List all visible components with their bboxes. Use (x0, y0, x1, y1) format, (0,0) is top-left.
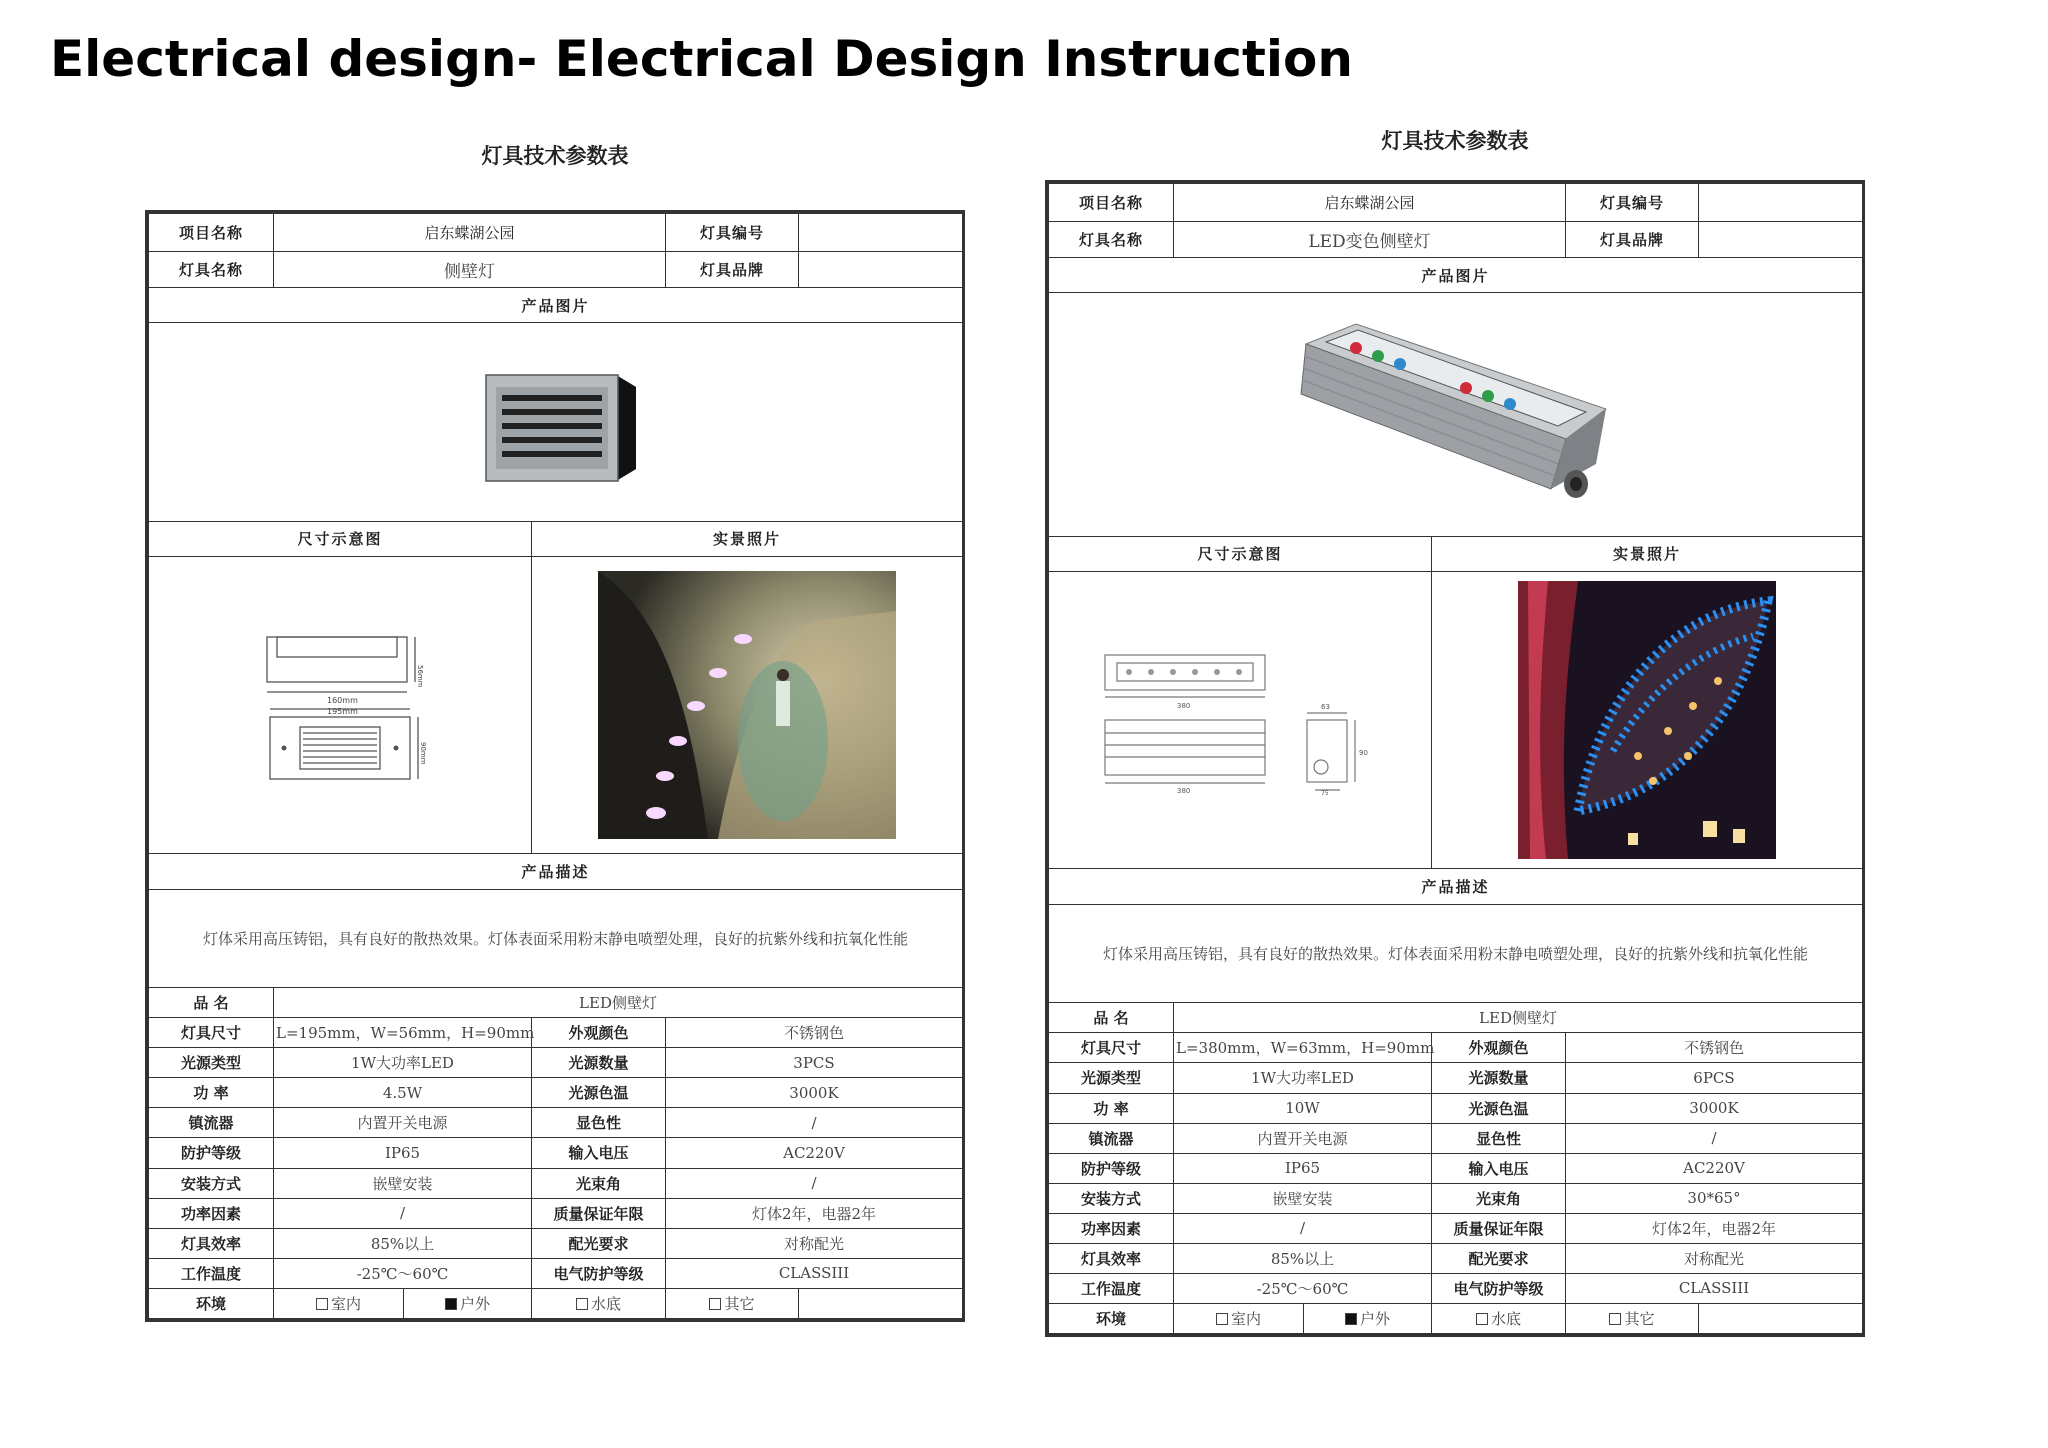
checkbox-icon[interactable] (1609, 1313, 1621, 1325)
spec-value: / (666, 1168, 963, 1198)
environment-label: 环境 (149, 1288, 274, 1318)
brand-value (1699, 222, 1863, 258)
product-image (149, 323, 963, 522)
env-option-other[interactable] (666, 1288, 799, 1318)
description-text: 灯体采用高压铸铝，具有良好的散热效果。灯体表面采用粉末静电喷塑处理，良好的抗紫外线和抗氧化性能 (1049, 905, 1863, 1003)
spec-label: 光源类型 (1049, 1063, 1174, 1093)
env-option-outdoor[interactable] (1304, 1303, 1432, 1333)
spec-label: 功率因素 (1049, 1213, 1174, 1243)
dimension-label: 尺寸示意图 (1049, 536, 1432, 571)
brand-label: 灯具品牌 (666, 252, 799, 288)
spec-value: 嵌壁安装 (1174, 1183, 1432, 1213)
env-option-label: 其它 (724, 1294, 755, 1313)
spec-value: CLASSIII (1566, 1273, 1863, 1303)
dim-height: 90 (1359, 748, 1368, 757)
spec-sheet-left (145, 140, 965, 1325)
spec-label: 配光要求 (532, 1228, 666, 1258)
env-option-label: 户外 (1359, 1309, 1390, 1328)
spec-table (148, 213, 963, 1319)
spec-value: AC220V (666, 1138, 963, 1168)
product-image-label: 产品图片 (149, 288, 963, 323)
spec-label: 功率因素 (149, 1198, 274, 1228)
spec-value: 嵌壁安装 (274, 1168, 532, 1198)
spec-row (1049, 1063, 1863, 1093)
product-value: LED侧壁灯 (1174, 1003, 1863, 1033)
spec-label: 光源数量 (1432, 1063, 1566, 1093)
environment-row (149, 1288, 963, 1318)
spec-value: 85%以上 (274, 1228, 532, 1258)
env-option-indoor[interactable] (274, 1288, 404, 1318)
spec-value: L=195mm，W=56mm，H=90mm (274, 1018, 532, 1048)
brand-label: 灯具品牌 (1566, 222, 1699, 258)
spec-label: 防护等级 (149, 1138, 274, 1168)
environment-row (1049, 1303, 1863, 1333)
spec-row (149, 1078, 963, 1108)
site-photo (532, 556, 963, 853)
spec-table-frame (1045, 180, 1865, 1337)
checkbox-icon[interactable] (316, 1298, 328, 1310)
product-value: LED侧壁灯 (274, 988, 963, 1018)
brand-value (799, 252, 963, 288)
spec-value: CLASSIII (666, 1258, 963, 1288)
fixture-name-value: LED变色侧壁灯 (1174, 222, 1566, 258)
spec-label: 电气防护等级 (532, 1258, 666, 1288)
stair-night-photo-icon (598, 571, 896, 839)
checkbox-checked-icon[interactable] (1345, 1313, 1357, 1325)
spec-value: 灯体2年，电器2年 (666, 1198, 963, 1228)
project-name-label: 项目名称 (1049, 184, 1174, 222)
checkbox-icon[interactable] (1216, 1313, 1228, 1325)
spec-value: 内置开关电源 (1174, 1123, 1432, 1153)
spec-row (1049, 1033, 1863, 1063)
spec-value: IP65 (1174, 1153, 1432, 1183)
dim-length-inner: 160mm (327, 696, 358, 706)
spec-table-frame (145, 210, 965, 1322)
dim-base: 75 (1321, 789, 1329, 797)
spec-label: 输入电压 (532, 1138, 666, 1168)
env-option-underwater[interactable] (1432, 1303, 1566, 1333)
spec-row (149, 1168, 963, 1198)
env-option-label: 户外 (459, 1294, 490, 1313)
env-empty-cell (799, 1288, 963, 1318)
leaf-sculpture-night-photo-icon (1518, 581, 1776, 859)
spec-label: 输入电压 (1432, 1153, 1566, 1183)
checkbox-checked-icon[interactable] (445, 1298, 457, 1310)
spec-row (1049, 1213, 1863, 1243)
spec-label: 外观颜色 (532, 1018, 666, 1048)
spec-label: 质量保证年限 (532, 1198, 666, 1228)
spec-value: / (1174, 1213, 1432, 1243)
fixture-name-label: 灯具名称 (149, 252, 274, 288)
spec-row (1049, 1183, 1863, 1213)
dimension-drawing (1049, 571, 1432, 869)
checkbox-icon[interactable] (1476, 1313, 1488, 1325)
spec-row (149, 1198, 963, 1228)
spec-value: 3000K (1566, 1093, 1863, 1123)
project-name-value: 启东蝶湖公园 (1174, 184, 1566, 222)
spec-label: 灯具尺寸 (1049, 1033, 1174, 1063)
spec-label: 质量保证年限 (1432, 1213, 1566, 1243)
site-photo (1432, 571, 1863, 869)
spec-sheet-right (1045, 125, 1865, 1340)
checkbox-icon[interactable] (709, 1298, 721, 1310)
spec-label: 功 率 (1049, 1093, 1174, 1123)
product-label: 品 名 (149, 988, 274, 1018)
env-option-label: 室内 (1230, 1309, 1261, 1328)
spec-label: 外观颜色 (1432, 1033, 1566, 1063)
spec-label: 灯具效率 (1049, 1243, 1174, 1273)
rgb-wall-washer-product-icon (1296, 314, 1616, 514)
spec-value: AC220V (1566, 1153, 1863, 1183)
spec-label: 安装方式 (149, 1168, 274, 1198)
spec-row (1049, 1123, 1863, 1153)
spec-label: 光束角 (532, 1168, 666, 1198)
spec-value: 6PCS (1566, 1063, 1863, 1093)
step-light-product-icon (466, 357, 646, 487)
spec-value: -25℃～60℃ (274, 1258, 532, 1288)
dimension-label: 尺寸示意图 (149, 521, 532, 556)
fixture-no-value (799, 214, 963, 252)
spec-label: 防护等级 (1049, 1153, 1174, 1183)
spec-value: 对称配光 (1566, 1243, 1863, 1273)
spec-label: 安装方式 (1049, 1183, 1174, 1213)
spec-label: 工作温度 (149, 1258, 274, 1288)
page-title: Electrical design- Electrical Design Instruction (50, 30, 1353, 88)
fixture-no-label: 灯具编号 (666, 214, 799, 252)
spec-label: 配光要求 (1432, 1243, 1566, 1273)
spec-row (1049, 1243, 1863, 1273)
spec-table (1048, 183, 1863, 1334)
spec-label: 显色性 (532, 1108, 666, 1138)
spec-value: 灯体2年，电器2年 (1566, 1213, 1863, 1243)
spec-value: 内置开关电源 (274, 1108, 532, 1138)
spec-label: 镇流器 (1049, 1123, 1174, 1153)
environment-label: 环境 (1049, 1303, 1174, 1333)
fixture-no-value (1699, 184, 1863, 222)
env-option-label: 水底 (1490, 1309, 1521, 1328)
checkbox-icon[interactable] (576, 1298, 588, 1310)
description-label: 产品描述 (1049, 869, 1863, 905)
env-option-label: 室内 (330, 1294, 361, 1313)
product-image (1049, 293, 1863, 536)
spec-value: 4.5W (274, 1078, 532, 1108)
spec-value: 3PCS (666, 1048, 963, 1078)
dimension-drawing-icon (255, 617, 425, 792)
spec-value: / (666, 1108, 963, 1138)
spec-label: 光源色温 (1432, 1093, 1566, 1123)
env-option-underwater[interactable] (532, 1288, 666, 1318)
dim-length-top: 380 (1177, 701, 1191, 710)
spec-row (149, 1138, 963, 1168)
spec-value: / (1566, 1123, 1863, 1153)
dim-height: 90mm (419, 742, 427, 765)
spec-label: 光束角 (1432, 1183, 1566, 1213)
dim-length: 195mm (327, 707, 358, 717)
spec-label: 工作温度 (1049, 1273, 1174, 1303)
spec-label: 光源类型 (149, 1048, 274, 1078)
spec-label: 灯具效率 (149, 1228, 274, 1258)
project-name-value: 启东蝶湖公园 (274, 214, 666, 252)
spec-label: 显色性 (1432, 1123, 1566, 1153)
spec-value: -25℃～60℃ (1174, 1273, 1432, 1303)
spec-value: 30*65° (1566, 1183, 1863, 1213)
env-option-indoor[interactable] (1174, 1303, 1304, 1333)
spec-value: 1W大功率LED (1174, 1063, 1432, 1093)
spec-value: 85%以上 (1174, 1243, 1432, 1273)
spec-row (149, 1228, 963, 1258)
fixture-name-value: 侧壁灯 (274, 252, 666, 288)
description-label: 产品描述 (149, 853, 963, 889)
spec-label: 光源数量 (532, 1048, 666, 1078)
spec-value: IP65 (274, 1138, 532, 1168)
dim-width: 63 (1321, 702, 1330, 711)
spec-label: 灯具尺寸 (149, 1018, 274, 1048)
dimension-drawing-icon (1095, 645, 1385, 795)
spec-label: 光源色温 (532, 1078, 666, 1108)
spec-label: 电气防护等级 (1432, 1273, 1566, 1303)
fixture-name-label: 灯具名称 (1049, 222, 1174, 258)
fixture-no-label: 灯具编号 (1566, 184, 1699, 222)
spec-value: L=380mm，W=63mm，H=90mm (1174, 1033, 1432, 1063)
spec-row (1049, 1153, 1863, 1183)
spec-value: / (274, 1198, 532, 1228)
spec-value: 不锈钢色 (666, 1018, 963, 1048)
project-name-label: 项目名称 (149, 214, 274, 252)
spec-value: 1W大功率LED (274, 1048, 532, 1078)
env-empty-cell (1699, 1303, 1863, 1333)
spec-value: 3000K (666, 1078, 963, 1108)
spec-row (149, 1108, 963, 1138)
dim-length-bottom: 380 (1177, 786, 1191, 795)
description-text: 灯体采用高压铸铝，具有良好的散热效果。灯体表面采用粉末静电喷塑处理，良好的抗紫外线和抗氧化性能 (149, 889, 963, 987)
product-label: 品 名 (1049, 1003, 1174, 1033)
env-option-outdoor[interactable] (404, 1288, 532, 1318)
spec-row (149, 1018, 963, 1048)
spec-label: 功 率 (149, 1078, 274, 1108)
dimension-drawing (149, 556, 532, 853)
spec-row (1049, 1273, 1863, 1303)
env-option-label: 水底 (590, 1294, 621, 1313)
spec-row (1049, 1093, 1863, 1123)
spec-row (149, 1048, 963, 1078)
spec-row (149, 1258, 963, 1288)
product-image-label: 产品图片 (1049, 258, 1863, 293)
spec-value: 10W (1174, 1093, 1432, 1123)
photo-label: 实景照片 (1432, 536, 1863, 571)
spec-value: 对称配光 (666, 1228, 963, 1258)
photo-label: 实景照片 (532, 521, 963, 556)
spec-label: 镇流器 (149, 1108, 274, 1138)
env-option-label: 其它 (1624, 1309, 1655, 1328)
spec-value: 不锈钢色 (1566, 1033, 1863, 1063)
env-option-other[interactable] (1566, 1303, 1699, 1333)
sheet-heading: 灯具技术参数表 (481, 144, 629, 168)
dim-width: 56mm (416, 665, 424, 688)
sheet-heading: 灯具技术参数表 (1381, 129, 1529, 153)
